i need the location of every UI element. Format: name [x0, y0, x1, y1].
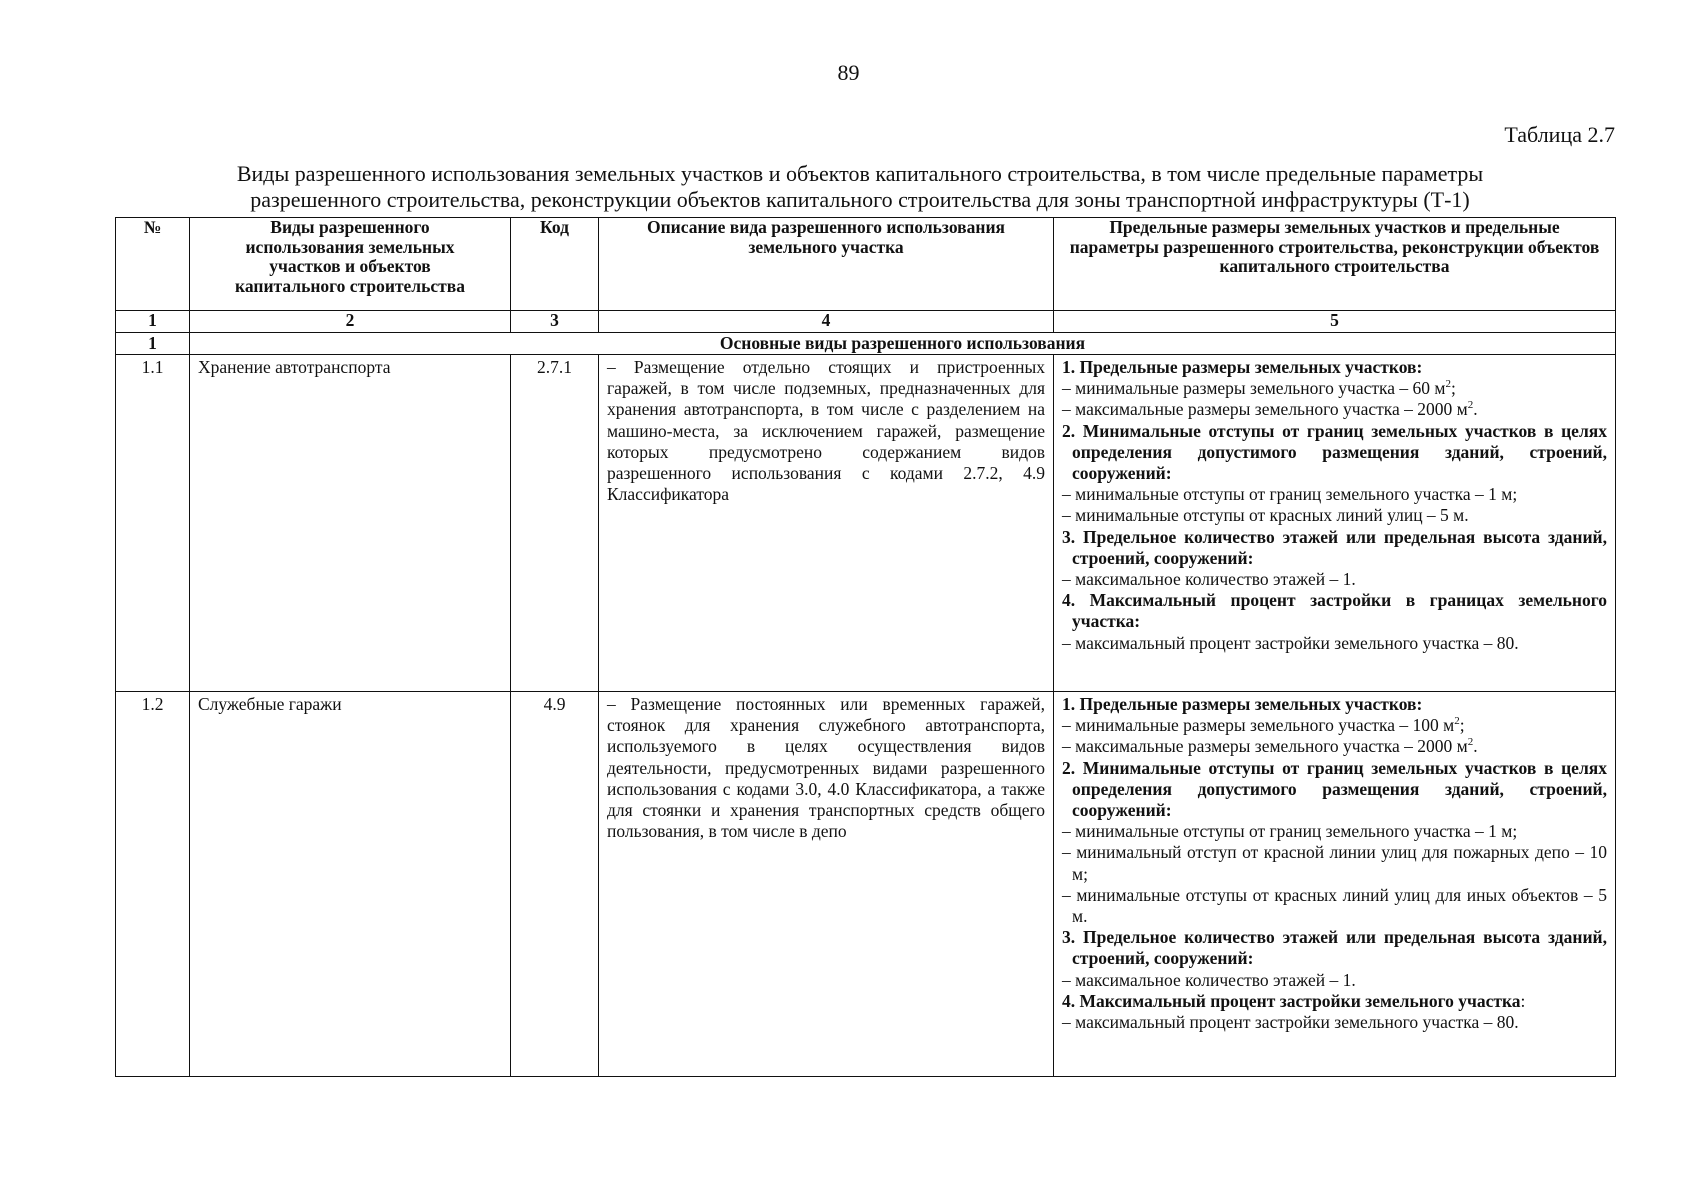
param-item: – максимальные размеры земельного участка – 2000 $м^2$.	[1062, 736, 1478, 757]
row-use-type: Служебные гаражи	[190, 692, 511, 1077]
table-title	[140, 161, 1580, 213]
title-line: разрешенного строительства, реконструкции объектов капитального строительства для зоны транспортной инфраструктуры (Т-1)	[250, 187, 1470, 212]
param-heading: 3. Предельное количество этажей или предельная высота зданий, строений, сооружений:	[1062, 526, 1607, 568]
column-number: 1	[116, 311, 190, 333]
param-heading: 3. Предельное количество этажей или предельная высота зданий, строений, сооружений:	[1062, 927, 1607, 969]
column-number: 4	[599, 311, 1054, 333]
section-title: Основные виды разрешенного использования	[190, 333, 1616, 355]
table-label: Таблица 2.7	[1504, 122, 1615, 147]
row-code: 2.7.1	[511, 355, 599, 692]
param-item: – минимальные отступы от границ земельного участка – 1 м;	[1062, 484, 1518, 505]
header-code: Код	[511, 218, 599, 311]
param-heading: 1. Предельные размеры земельных участков:	[1062, 694, 1423, 714]
param-item: – максимальный процент застройки земельного участка – 80.	[1062, 632, 1519, 653]
column-number-row	[116, 311, 1616, 333]
param-heading: 2. Минимальные отступы от границ земельных участков в целях определения допустимого размещения зданий, строений, сооружений:	[1062, 420, 1607, 484]
table-row	[116, 355, 1616, 692]
column-number: 3	[511, 311, 599, 333]
column-number: 2	[190, 311, 511, 333]
table-header-row	[116, 218, 1616, 311]
param-item: – минимальный отступ от красной линии улиц для пожарных депо – 10 м;	[1062, 842, 1607, 884]
row-parameters	[1054, 355, 1616, 692]
row-parameters	[1054, 692, 1616, 1077]
param-item: – минимальные размеры земельного участка – 100 $м^2$;	[1062, 715, 1465, 736]
column-number: 5	[1054, 311, 1616, 333]
param-heading: 4. Максимальный процент застройки земельного участка:	[1062, 990, 1526, 1011]
row-code: 4.9	[511, 692, 599, 1077]
header-num: №	[116, 218, 190, 311]
param-item: – минимальные размеры земельного участка – 60 $м^2$;	[1062, 378, 1456, 399]
row-number: 1.2	[116, 692, 190, 1077]
param-heading: 2. Минимальные отступы от границ земельных участков в целях определения допустимого размещения зданий, строений, сооружений:	[1062, 757, 1607, 821]
table-row	[116, 692, 1616, 1077]
param-item: – минимальные отступы от границ земельного участка – 1 м;	[1062, 821, 1518, 842]
header-description: Описание вида разрешенного использования земельного участка	[599, 218, 1054, 311]
param-item: – максимальное количество этажей – 1.	[1062, 569, 1356, 590]
row-number: 1.1	[116, 355, 190, 692]
zoning-table	[115, 217, 1616, 1077]
section-row	[116, 333, 1616, 355]
header-parameters: Предельные размеры земельных участков и предельные параметры разрешенного строительства, реконструкции объектов капитального строительства	[1054, 218, 1616, 311]
param-heading: 1. Предельные размеры земельных участков:	[1062, 357, 1423, 377]
param-item: – минимальные отступы от красных линий улиц – 5 м.	[1062, 505, 1469, 526]
param-item: – максимальные размеры земельного участка – 2000 $м^2$.	[1062, 399, 1478, 420]
section-number: 1	[116, 333, 190, 355]
page-number: 89	[837, 60, 860, 85]
header-use-type: Виды разрешенного использования земельных участков и объектов капитального строительства	[190, 218, 511, 311]
row-description: – Размещение отдельно стоящих и пристроенных гаражей, в том числе подземных, предназначенных для хранения автотранспорта, в том числе с разделением на машино-места, за исключением гаражей, размещение которых предусмотрено содержанием видов разрешенного использования с кодами 2.7.2, 4.9 Классификатора	[599, 355, 1054, 692]
param-item: – минимальные отступы от красных линий улиц для иных объектов – 5 м.	[1062, 884, 1607, 927]
row-use-type: Хранение автотранспорта	[190, 355, 511, 692]
title-line: Виды разрешенного использования земельных участков и объектов капитального строительства, в том числе предельные параметры	[236, 161, 1484, 186]
row-description: – Размещение постоянных или временных гаражей, стоянок для хранения служебного автотранспорта, используемого в целях осуществления видов деятельности, предусмотренных видами разрешенного использования с кодами 3.0, 4.0 Классификатора, а также для стоянки и хранения транспортных средств общего пользования, в том числе в депо	[599, 692, 1054, 1077]
param-item: – максимальный процент застройки земельного участка – 80.	[1062, 1012, 1519, 1033]
param-item: – максимальное количество этажей – 1.	[1062, 969, 1356, 990]
param-heading: 4. Максимальный процент застройки в границах земельного участка:	[1062, 590, 1607, 632]
